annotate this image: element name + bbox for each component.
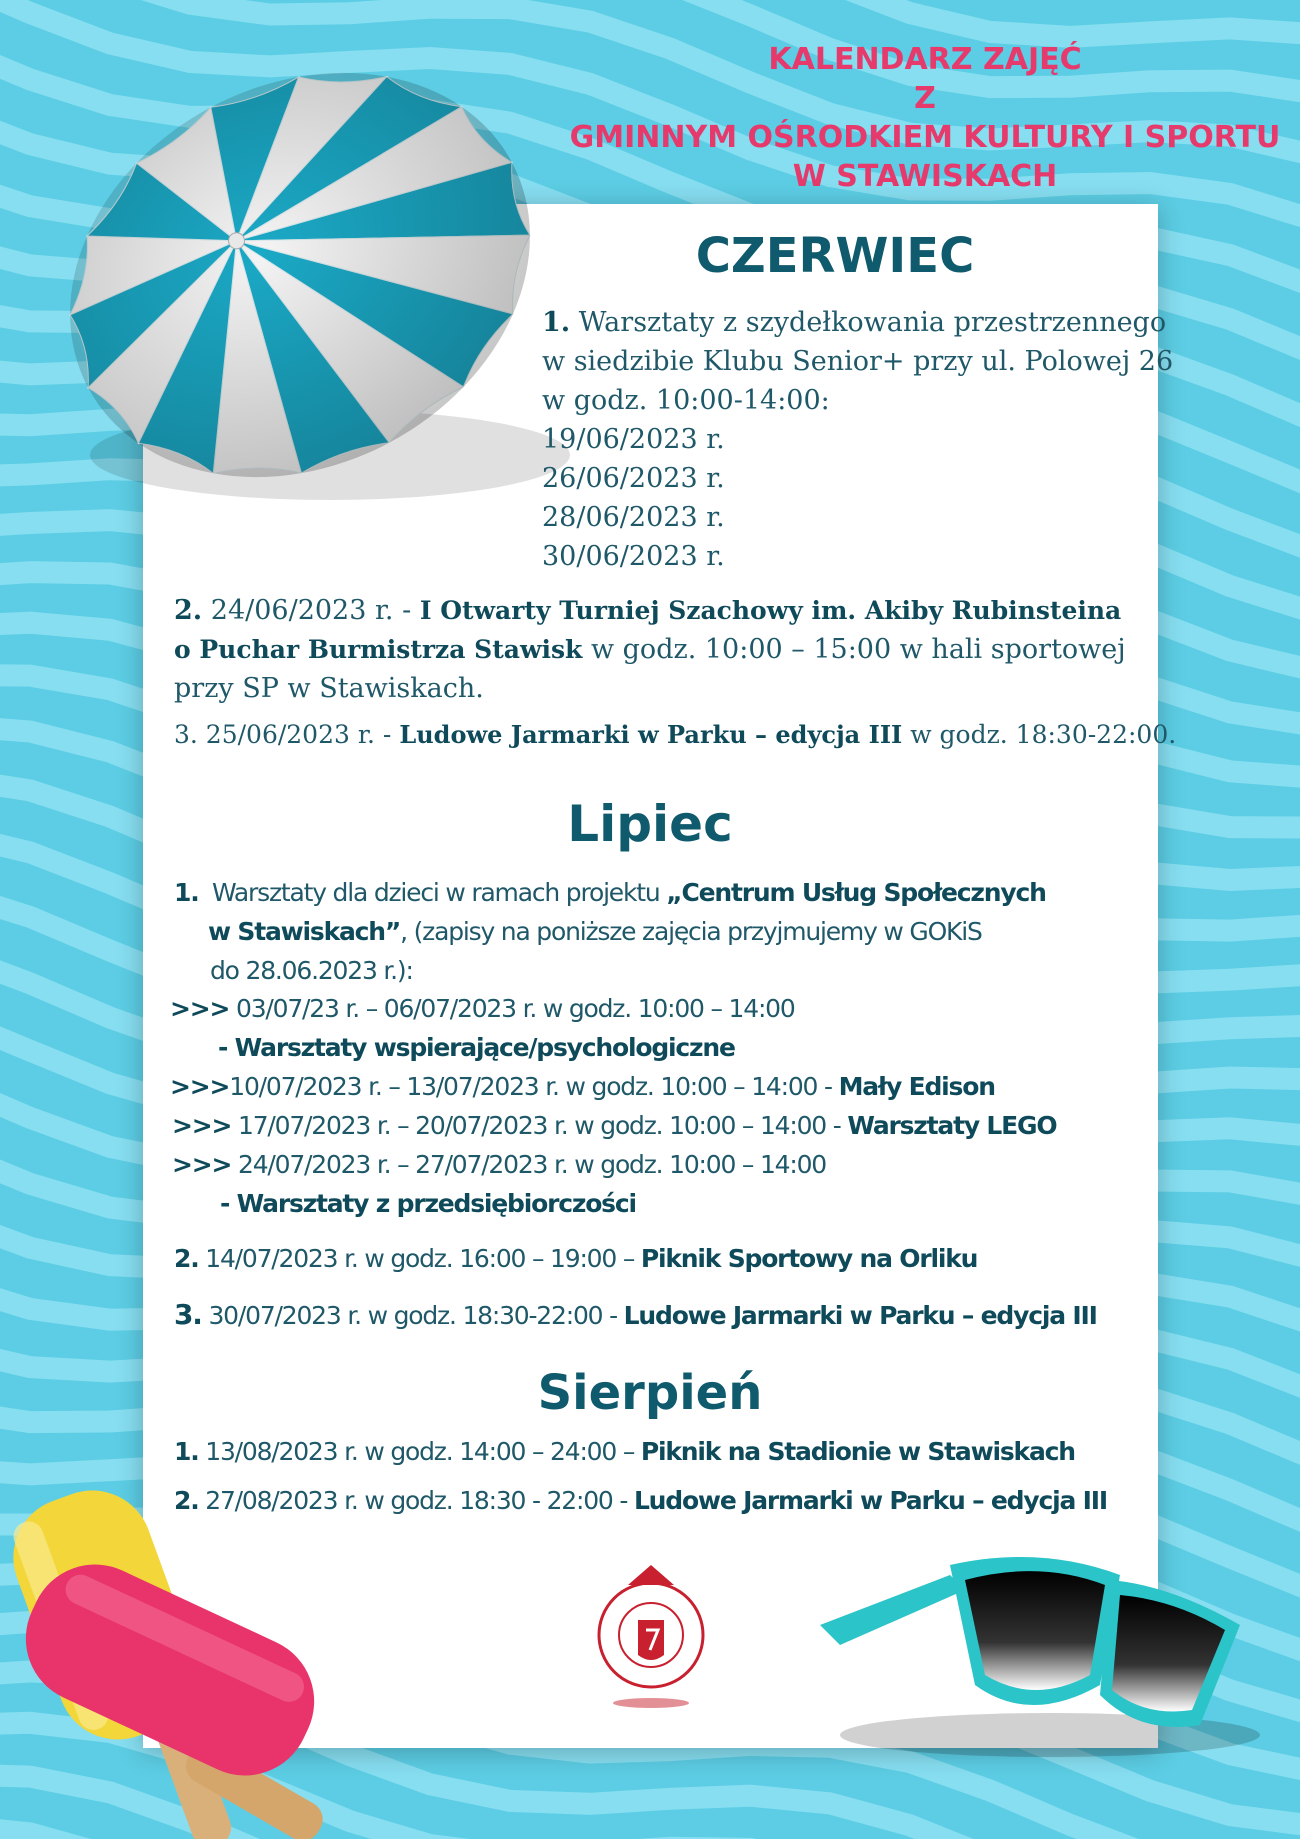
july-item-2 (174, 1240, 977, 1278)
june-item-1-date: 19/06/2023 r. (542, 424, 725, 455)
arrow-icon: >>> (170, 1072, 230, 1101)
july-item-2-event: Piknik Sportowy na Orliku (640, 1244, 978, 1273)
july-item-1-signup: , (zapisy na poniższe zajęcia przyjmujemy w GOKiS (400, 917, 982, 946)
june-item-2-details: w godz. 10:00 – 15:00 w hali sportowej (582, 634, 1126, 665)
august-item-1-date: 13/08/2023 r. w godz. 14:00 – 24:00 – (198, 1437, 635, 1466)
july-item-3-number: 3. (174, 1298, 202, 1331)
july-item-1-number: 1. (174, 878, 199, 907)
july-workshop-1-name: - Warsztaty wspierające/psychologiczne (218, 1033, 735, 1062)
july-workshop-3-name: Warsztaty LEGO (847, 1111, 1057, 1140)
header-line-3: GMINNYM OŚRODKIEM KULTURY I SPORTU (569, 120, 1281, 155)
june-item-1-date: 28/06/2023 r. (542, 502, 725, 533)
august-item-2-number: 2. (174, 1486, 199, 1515)
header-line-1: KALENDARZ ZAJĘĆ (768, 42, 1082, 77)
july-item-3-date: 30/07/2023 r. w godz. 18:30-22:00 - (201, 1301, 617, 1330)
section-title-june: CZERWIEC (695, 228, 975, 284)
june-item-3-date: 3. 25/06/2023 r. - (174, 720, 392, 749)
july-item-1-text: Warsztaty dla dzieci w ramach projektu (212, 878, 667, 907)
august-item-1 (174, 1433, 1075, 1471)
august-item-1-number: 1. (174, 1437, 199, 1466)
june-item-2-line-3: przy SP w Stawiskach. (174, 673, 484, 704)
july-item-3-event: Ludowe Jarmarki w Parku – edycja III (623, 1301, 1097, 1330)
june-item-1-date: 26/06/2023 r. (542, 463, 725, 494)
june-item-2-event: I Otwarty Turniej Szachowy im. Akiby Rubinsteina (419, 596, 1122, 625)
july-item-2-date: 14/07/2023 r. w godz. 16:00 – 19:00 – (198, 1244, 635, 1273)
july-workshop-2 (170, 1068, 995, 1106)
june-item-2-number: 2. (174, 595, 203, 626)
section-title-july: Lipiec (567, 795, 733, 853)
july-item-1-line-3: do 28.06.2023 r.): (210, 956, 413, 985)
july-item-1-project-2: w Stawiskach” (208, 917, 401, 946)
july-workshop-2-name: Mały Edison (838, 1072, 995, 1101)
july-workshop-1-dates: 03/07/23 r. – 06/07/2023 r. w godz. 10:00 – 14:00 (236, 994, 795, 1023)
july-workshop-2-dates: 10/07/2023 r. – 13/07/2023 r. w godz. 10:00 – 14:00 - (229, 1072, 832, 1101)
header-line-4: W STAWISKACH (792, 159, 1058, 194)
july-workshop-3-dates: 17/07/2023 r. – 20/07/2023 r. w godz. 10:00 – 14:00 - (238, 1111, 841, 1140)
august-item-2-date: 27/08/2023 r. w godz. 18:30 - 22:00 - (198, 1486, 628, 1515)
june-item-2-line-1 (174, 592, 1121, 630)
june-item-2-line-2 (174, 631, 1126, 669)
june-item-1-date: 30/06/2023 r. (542, 541, 725, 572)
june-item-1-line-1 (542, 304, 1166, 342)
july-item-1-line-1 (174, 874, 1046, 912)
july-item-1-project: „Centrum Usług Społecznych (666, 878, 1046, 907)
august-item-2 (174, 1482, 1107, 1520)
july-workshop-4 (172, 1146, 826, 1184)
july-item-3 (174, 1296, 1097, 1335)
june-item-2-date: 24/06/2023 r. - (210, 595, 412, 626)
arrow-icon: >>> (172, 1111, 232, 1140)
july-item-2-number: 2. (174, 1244, 199, 1273)
june-item-1-text: Warsztaty z szydełkowania przestrzennego (578, 307, 1167, 338)
july-item-1-line-2 (208, 913, 982, 951)
header-line-2: Z (914, 81, 936, 116)
august-item-1-event: Piknik na Stadionie w Stawiskach (640, 1437, 1075, 1466)
july-workshop-4-name: - Warsztaty z przedsiębiorczości (220, 1189, 636, 1218)
july-workshop-4-dates: 24/07/2023 r. – 27/07/2023 r. w godz. 10:00 – 14:00 (238, 1150, 827, 1179)
june-item-1-line-3: w godz. 10:00-14:00: (542, 385, 830, 416)
june-item-1-number: 1. (542, 307, 571, 338)
section-title-august: Sierpień (537, 1365, 763, 1421)
june-item-3 (174, 716, 1176, 754)
june-item-3-time: w godz. 18:30-22:00. (902, 720, 1177, 749)
june-item-2-event-2: o Puchar Burmistrza Stawisk (174, 635, 583, 664)
june-item-3-event: Ludowe Jarmarki w Parku – edycja III (399, 720, 903, 749)
arrow-icon: >>> (170, 994, 230, 1023)
july-workshop-3 (172, 1107, 1056, 1145)
august-item-2-event: Ludowe Jarmarki w Parku – edycja III (633, 1486, 1107, 1515)
arrow-icon: >>> (172, 1150, 232, 1179)
july-workshop-1 (170, 990, 795, 1028)
june-item-1-line-2: w siedzibie Klubu Senior+ przy ul. Polowej 26 (542, 346, 1174, 377)
